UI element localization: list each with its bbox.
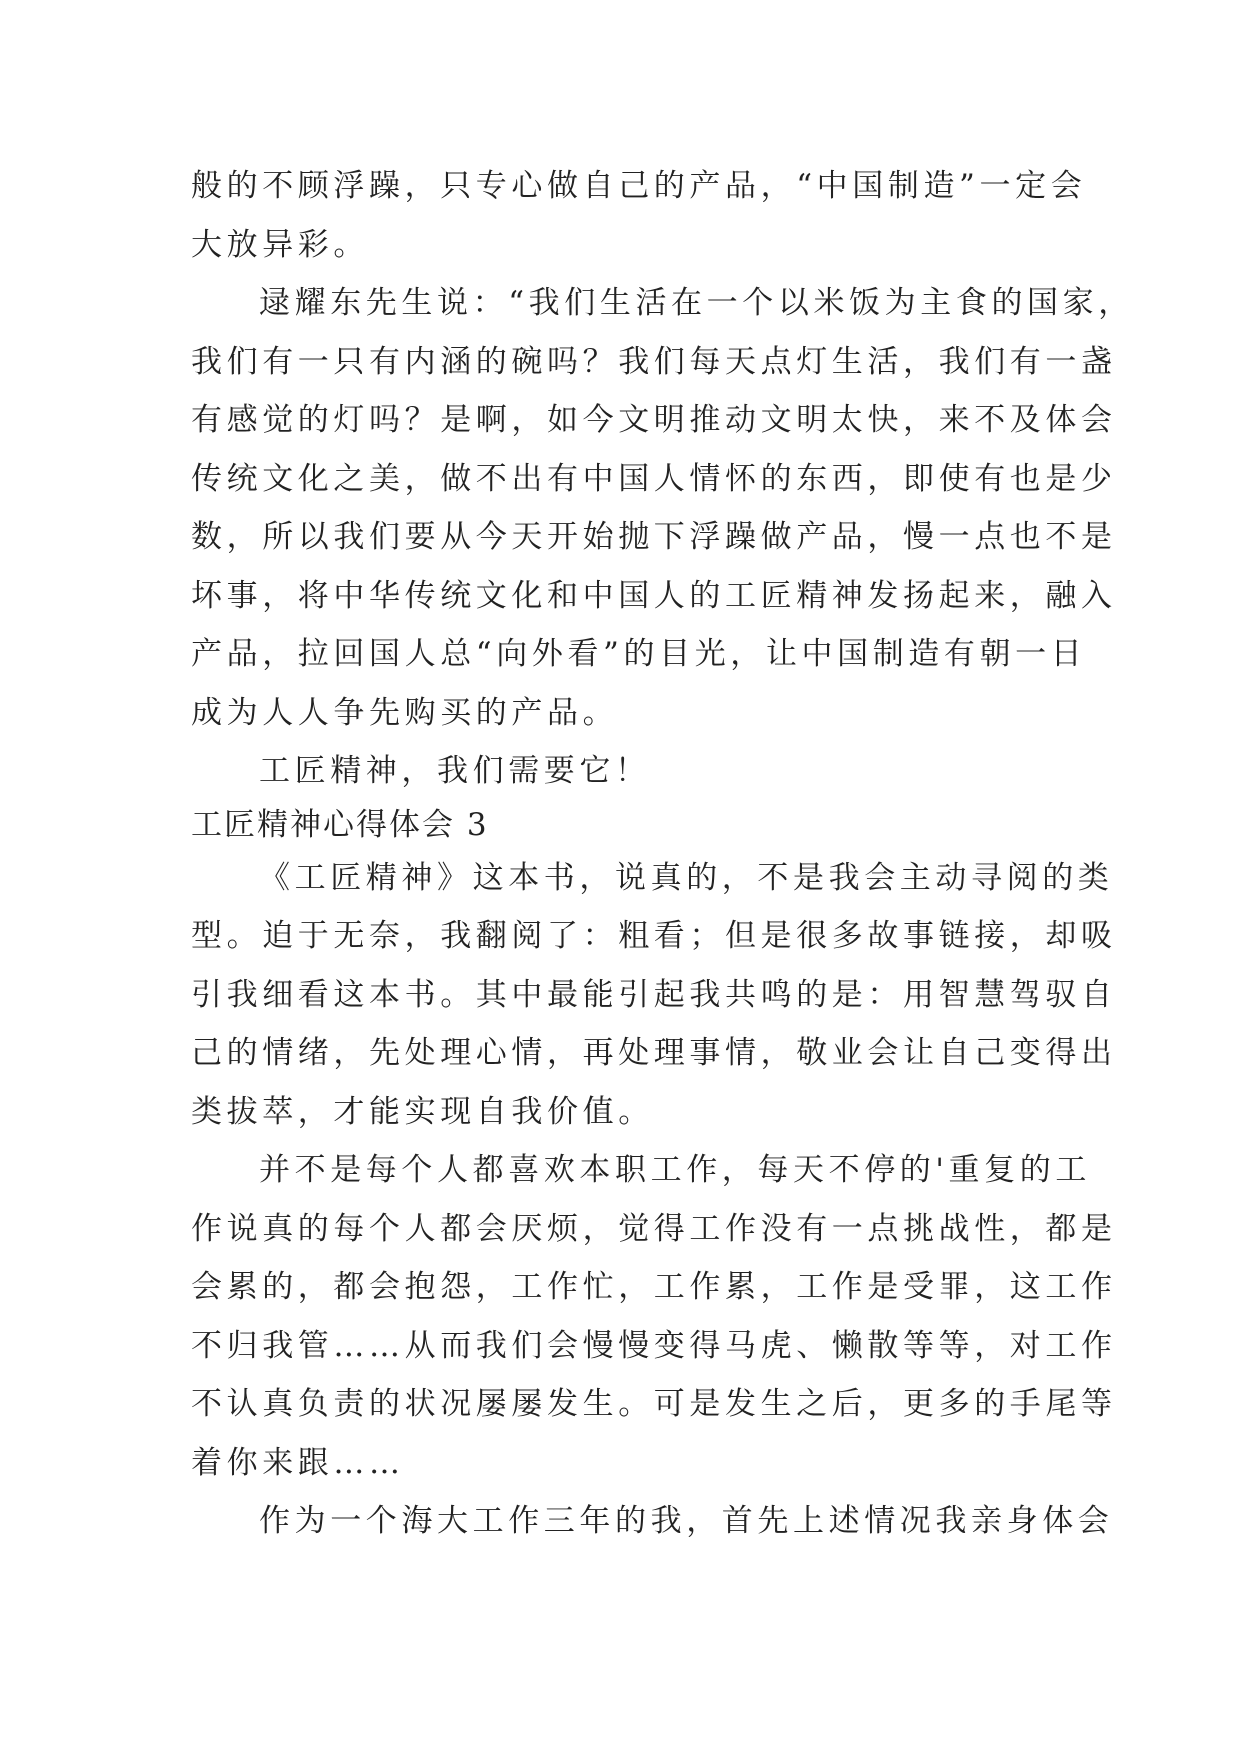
text-line: 会累的，都会抱怨，工作忙，工作累，工作是受罪，这工作 — [191, 1269, 1117, 1305]
paragraph-quote — [191, 274, 1134, 742]
paragraph-book — [191, 849, 1117, 1142]
text-line: 我们有一只有内涵的碗吗？我们每天点灯生活，我们有一盏 — [191, 343, 1117, 380]
text-line: 着你来跟…… — [191, 1444, 405, 1481]
text-line: 不归我管……从而我们会慢慢变得马虎、懒散等等，对工作 — [191, 1327, 1117, 1364]
text-line: 己的情绪，先处理心情，再处理事情，敬业会让自己变得出 — [191, 1035, 1117, 1071]
document-body — [191, 157, 1134, 1551]
paragraph-final — [191, 1492, 1114, 1551]
text-line: 型。迫于无奈，我翻阅了：粗看；但是很多故事链接，却吸 — [191, 918, 1117, 954]
text-line: 传统文化之美，做不出有中国人情怀的东西，即使有也是少 — [191, 460, 1117, 497]
text-line: 《工匠精神》这本书，说真的，不是我会主动寻阅的类 — [259, 859, 1114, 896]
paragraph-short — [191, 742, 1061, 801]
text-line: 并不是每个人都喜欢本职工作，每天不停的'重复的工 — [259, 1152, 1091, 1188]
text-line: 作为一个海大工作三年的我，首先上述情况我亲身体会 — [259, 1503, 1114, 1539]
text-line: 般的不顾浮躁，只专心做自己的产品，“中国制造”一定会 — [191, 168, 1087, 204]
text-line: 工匠精神，我们需要它！ — [259, 753, 651, 789]
text-line: 成为人人争先购买的产品。 — [191, 694, 619, 731]
text-line: 大放异彩。 — [191, 226, 369, 263]
text-line: 产品，拉回国人总“向外看”的目光，让中国制造有朝一日 — [191, 636, 1087, 672]
text-line: 有感觉的灯吗？是啊，如今文明推动文明太快，来不及体会 — [191, 402, 1117, 438]
text-line: 作说真的每个人都会厌烦，觉得工作没有一点挑战性，都是 — [191, 1210, 1117, 1247]
text-line: 坏事，将中华传统文化和中国人的工匠精神发扬起来，融入 — [191, 577, 1117, 614]
text-line: 引我细看这本书。其中最能引起我共鸣的是：用智慧驾驭自 — [191, 976, 1117, 1013]
heading-line: 工匠精神心得体会 3 — [191, 806, 489, 843]
paragraph-continued — [191, 157, 1087, 274]
text-line: 类拔萃，才能实现自我价值。 — [191, 1093, 654, 1130]
section-heading — [191, 801, 1061, 849]
text-line: 逯耀东先生说：“我们生活在一个以米饭为主食的国家， — [259, 285, 1134, 321]
text-line: 不认真负责的状况屡屡发生。可是发生之后，更多的手尾等 — [191, 1386, 1117, 1422]
paragraph-work — [191, 1141, 1117, 1492]
text-line: 数，所以我们要从今天开始抛下浮躁做产品，慢一点也不是 — [191, 519, 1117, 555]
